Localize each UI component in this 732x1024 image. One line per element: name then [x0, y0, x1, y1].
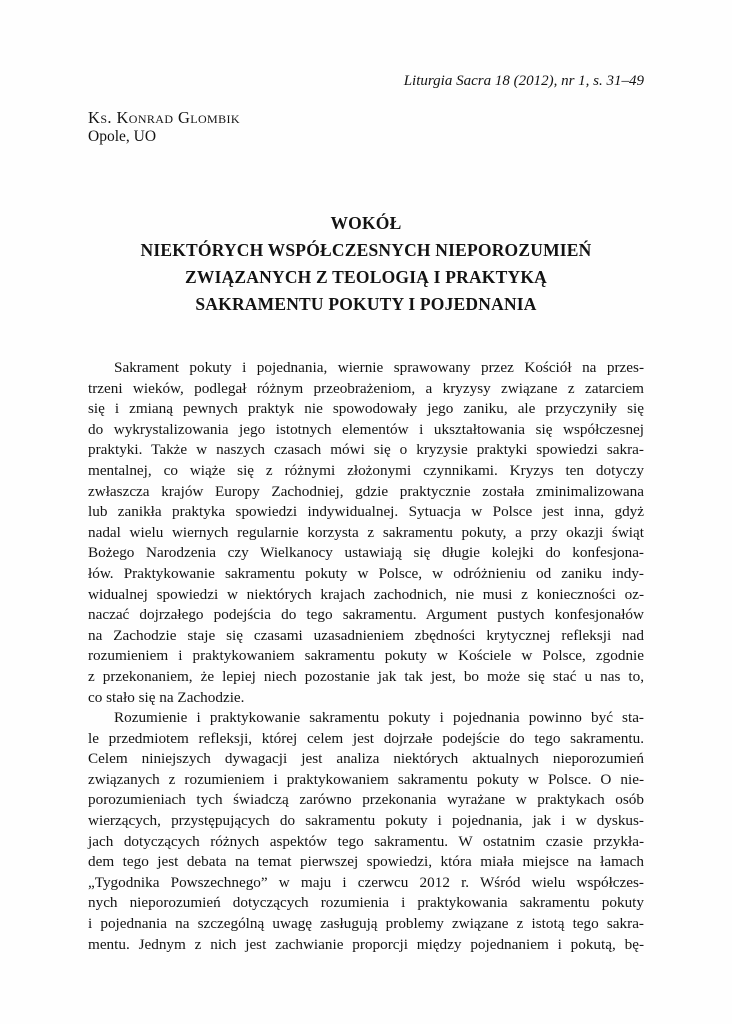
title-line: ZWIĄZANYCH Z TEOLOGIĄ I PRAKTYKĄ	[185, 267, 547, 287]
body-line: naczać dojrzałego podejścia do tego sakramentu. Argument pustych konfesjonałów	[88, 606, 644, 624]
body-line: widualnej spowiedzi w niektórych krajach zachodnich, nie musi z konieczności oz-	[88, 585, 644, 603]
body-line: zwłaszcza krajów Europy Zachodniej, gdzie praktycznie została zminimalizowana	[88, 482, 644, 500]
body-line: le przedmiotem refleksji, której celem jest dojrzałe podejście do tego sakramentu.	[88, 729, 644, 747]
body-line: Bożego Narodzenia czy Wielkanocy ustawiają się długie kolejki do konfesjona-	[88, 544, 644, 562]
title-line: WOKÓŁ	[330, 213, 402, 233]
body-line: lub zanikła praktyka spowiedzi indywidualnej. Sytuacja w Polsce jest inna, gdyż	[88, 503, 644, 521]
author-name: Ks. Konrad Glombik	[88, 108, 240, 127]
body-line: związanych z rozumieniem i praktykowaniem sakramentu pokuty w Polsce. O nie-	[88, 770, 644, 788]
body-line: Rozumienie i praktykowanie sakramentu pokuty i pojednania powinno być sta-	[114, 709, 644, 727]
body-line: jach dotyczących różnych aspektów tego sakramentu. W ostatnim czasie przykła-	[88, 832, 644, 850]
body-line: wierzących, przystępujących do sakramentu pokuty i pojednania, jak i w dyskus-	[88, 812, 644, 830]
body-line: porozumieniach tych świadczą zarówno przekonania wyrażane w praktykach osób	[88, 791, 644, 809]
author-block	[88, 108, 644, 146]
paragraph	[88, 708, 644, 955]
body-line: się i zmianą pewnych praktyk nie spowodowały jego zaniku, ale przyczyniły się	[88, 400, 644, 418]
paragraph	[88, 358, 644, 708]
author-affiliation: Opole, UO	[88, 128, 157, 145]
article-title	[88, 210, 644, 318]
body-line: dem tego jest debata na temat pierwszej spowiedzi, która miała miejsce na łamach	[88, 853, 644, 871]
body-line: praktyki. Także w naszych czasach mówi się o kryzysie praktyki spowiedzi sakra-	[88, 441, 644, 459]
title-line: NIEKTÓRYCH WSPÓŁCZESNYCH NIEPOROZUMIEŃ	[140, 240, 592, 260]
body-line: do wykrystalizowania jego istotnych elementów i ukształtowania się współczesnej	[88, 420, 644, 438]
body-line: Celem niniejszych dywagacji jest analiza niektórych aktualnych nieporozumień	[88, 750, 644, 768]
body-line: Sakrament pokuty i pojednania, wiernie sprawowany przez Kościół na przes-	[114, 359, 644, 376]
body-line: mentu. Jednym z nich jest zachwianie proporcji między pojednaniem i pokutą, bę-	[88, 935, 644, 953]
article-body	[88, 358, 644, 955]
title-line: SAKRAMENTU POKUTY I POJEDNANIA	[195, 294, 537, 314]
body-line: z przekonaniem, że lepiej niech pozostanie jak tak jest, bo może się stać u nas to,	[88, 667, 644, 685]
body-line: nych nieporozumień dotyczących rozumienia i praktykowania sakramentu pokuty	[88, 894, 644, 912]
body-line: i pojednania na szczególną uwagę zasługują problemy związane z istotą tego sakra-	[88, 915, 644, 933]
journal-reference: Liturgia Sacra 18 (2012), nr 1, s. 31–49	[403, 73, 644, 89]
body-line: „Tygodnika Powszechnego” w maju i czerwcu 2012 r. Wśród wielu współczes-	[88, 873, 644, 891]
body-line: trzeni wieków, podlegał różnym przeobrażeniom, a kryzysy związane z zatarciem	[88, 379, 644, 397]
body-line: na Zachodzie staje się czasami uzasadnieniem zbędności krytycznej refleksji nad	[88, 626, 644, 644]
body-line: nadal wielu wiernych regularnie korzysta z sakramentu pokuty, a przy okazji świąt	[88, 523, 644, 541]
body-line: co stało się na Zachodzie.	[88, 688, 245, 706]
body-line: łów. Praktykowanie sakramentu pokuty w Polsce, w odróżnieniu od zaniku indy-	[88, 564, 644, 582]
body-line: rozumieniem i praktykowaniem sakramentu pokuty w Kościele w Polsce, zgodnie	[88, 647, 644, 665]
body-line: mentalnej, co wiąże się z różnymi złożonymi czynnikami. Kryzys ten dotyczy	[88, 461, 644, 479]
